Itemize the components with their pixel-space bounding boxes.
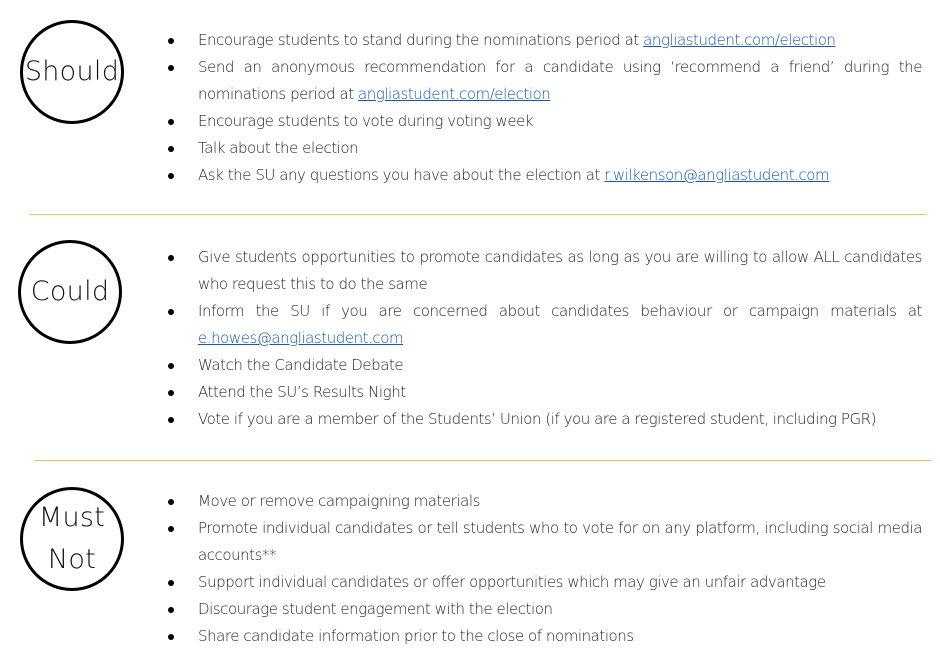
must-not-label-line1: Must bbox=[38, 502, 106, 533]
should-circle-label bbox=[20, 20, 124, 124]
should-label: Should bbox=[24, 56, 120, 87]
email-link-howes[interactable]: e.howes@angliastudent.com bbox=[198, 329, 404, 347]
should-list bbox=[165, 27, 922, 189]
must-not-label-line2: Not bbox=[47, 544, 97, 575]
must-not-item: Move or remove campaigning materials bbox=[165, 488, 922, 515]
could-item: Give students opportunities to promote candidates as long as you are willing to allow ALL candidates who request this to do the same bbox=[165, 244, 922, 298]
must-not-item: Support individual candidates or offer opportunities which may give an unfair advantage bbox=[165, 569, 922, 596]
should-item: Encourage students to stand during the nominations period at angliastudent.com/election bbox=[165, 27, 922, 54]
section-divider bbox=[30, 214, 927, 215]
should-item: Ask the SU any questions you have about the election at r.wilkenson@angliastudent.com bbox=[165, 162, 922, 189]
email-link-wilkenson[interactable]: r.wilkenson@angliastudent.com bbox=[604, 166, 830, 184]
should-item: Send an anonymous recommendation for a candidate using ‘recommend a friend’ during the nominations period at angliastudent.com/election bbox=[165, 54, 922, 108]
section-divider bbox=[34, 460, 932, 461]
election-link[interactable]: angliastudent.com/election bbox=[643, 31, 836, 49]
must-not-item: Discourage student engagement with the election bbox=[165, 596, 922, 623]
should-item: Encourage students to vote during voting week bbox=[165, 108, 922, 135]
must-not-item: Share candidate information prior to the close of nominations bbox=[165, 623, 922, 650]
could-item: Inform the SU if you are concerned about candidates behaviour or campaign materials at e.howes@angliastudent.com bbox=[165, 298, 922, 352]
should-item: Talk about the election bbox=[165, 135, 922, 162]
could-item: Vote if you are a member of the Students’ Union (if you are a registered student, including PGR) bbox=[165, 406, 922, 433]
must-not-item: Promote individual candidates or tell students who to vote for on any platform, including social media accounts** bbox=[165, 515, 922, 569]
must-not-circle-label bbox=[20, 487, 124, 591]
must-not-list bbox=[165, 488, 922, 650]
election-link[interactable]: angliastudent.com/election bbox=[357, 85, 551, 103]
could-label: Could bbox=[30, 276, 110, 307]
could-circle-label bbox=[18, 240, 122, 344]
could-list bbox=[165, 244, 922, 433]
could-item: Watch the Candidate Debate bbox=[165, 352, 922, 379]
could-item: Attend the SU’s Results Night bbox=[165, 379, 922, 406]
